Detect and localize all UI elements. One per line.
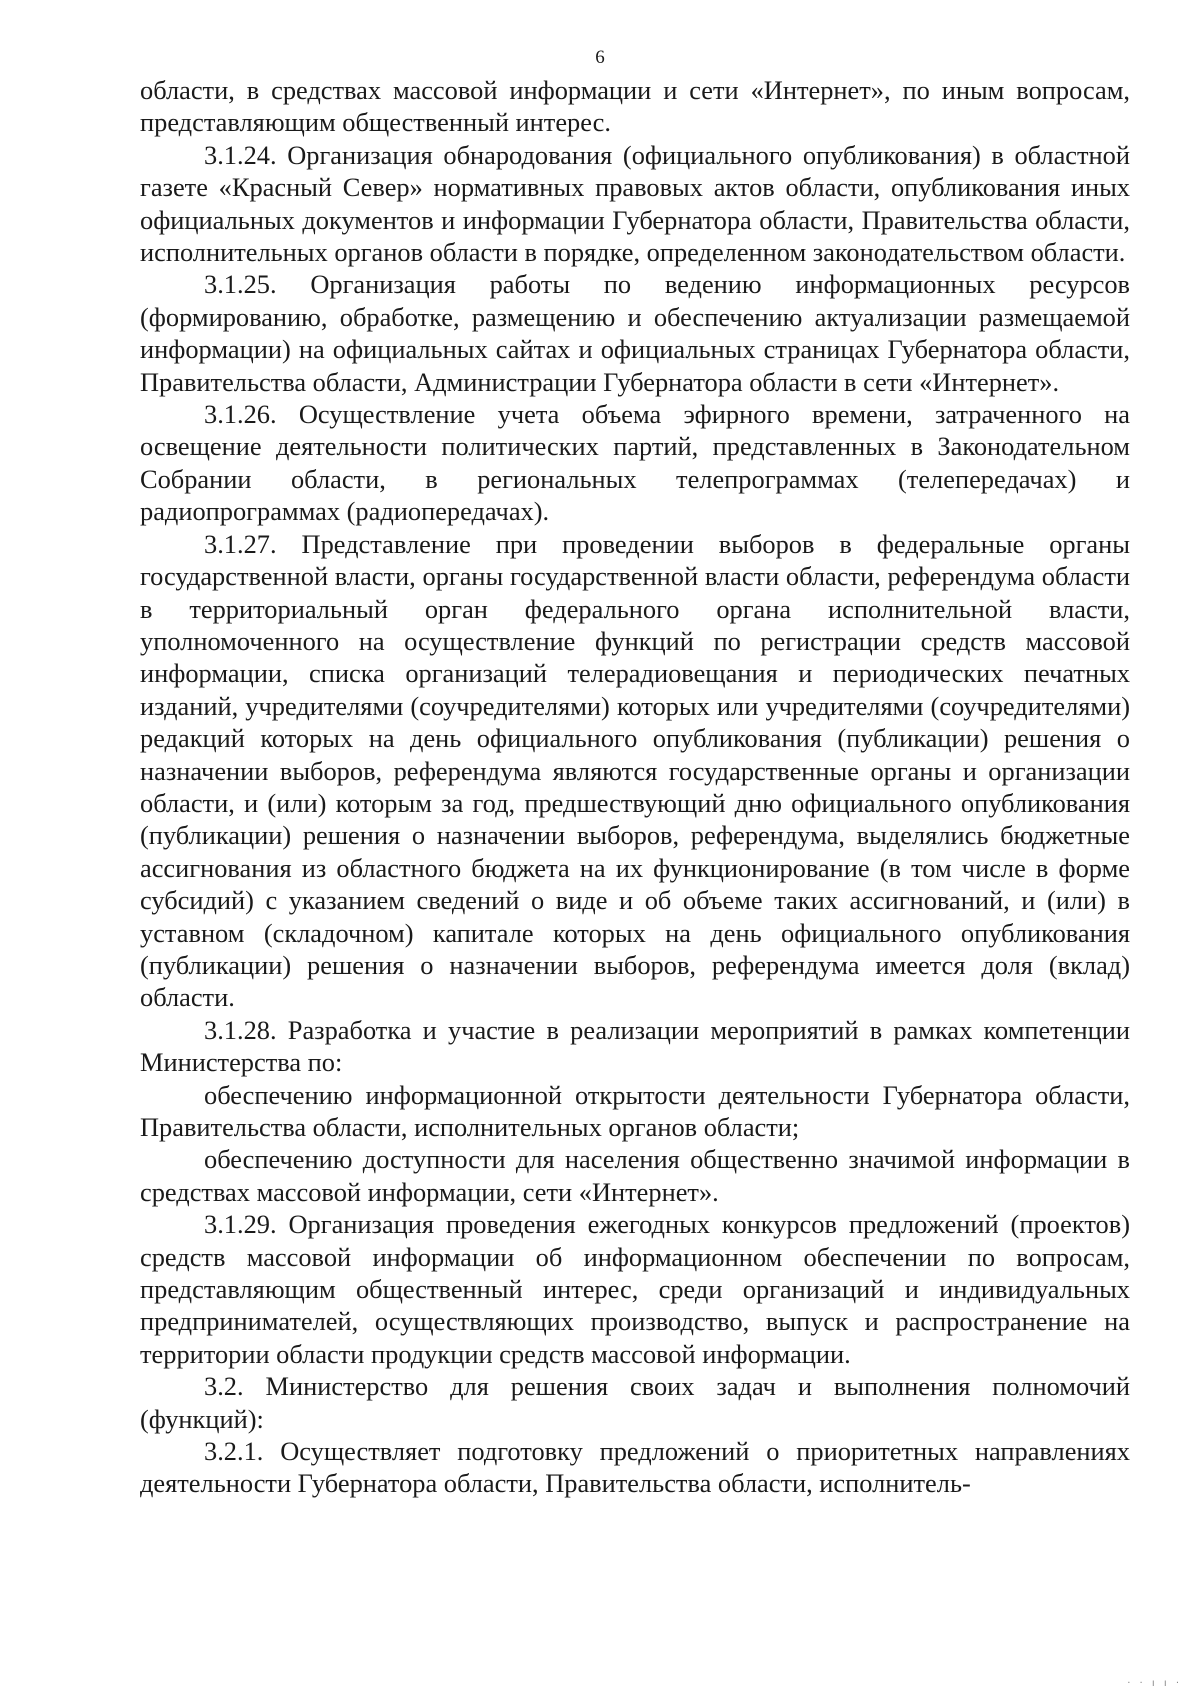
paragraph-3-1-27: 3.1.27. Представление при проведении выборов в федеральные органы государственной власти, органы государственной власти области, референдума области в территориальный орган федерального органа исполнительной власти, уполномоченного на осуществление функций по регистрации средств массовой информации, списка организаций телерадиовещания и периодических печатных изданий, учредителями (соучредителями) которых или учредителями (соучредителями) редакций которых на день официального опубликования (публикации) решения о назначении выборов, референдума являются государственные органы и организации области, и (или) которым за год, предшествующий дню официального опубликования (публикации) решения о назначении выборов, референдума, выделялись бюджетные ассигнования из областного бюджета на их функционирование (в том числе в форме субсидий) с указанием сведений о виде и об объеме таких ассигнований, и (или) в уставном (складочном) капитале которых на день официального опубликования (публикации) решения о назначении выборов, референдума имеется доля (вклад) области.: [140, 528, 1130, 1013]
paragraph-3-1-24: 3.1.24. Организация обнародования (официального опубликования) в областной газете «Красный Север» нормативных правовых актов области, опубликования иных официальных документов и информации Губернатора области, Правительства области, исполнительных органов области в порядке, определенном законодательством области.: [140, 139, 1130, 268]
paragraph-3-1-28-item-b: обеспечению доступности для населения общественно значимой информации в средствах массовой информации, сети «Интернет».: [140, 1144, 1130, 1207]
paragraph-3-1-25: 3.1.25. Организация работы по ведению информационных ресурсов (формированию, обработке, размещению и обеспечению актуализации размещаемой информации) на официальных сайтах и официальных страницах Губернатора области, Правительства области, Администрации Губернатора области в сети «Интернет».: [140, 269, 1130, 397]
document-body: [140, 74, 1130, 1500]
paragraph-3-1-28: 3.1.28. Разработка и участие в реализации мероприятий в рамках компетенции Министерства по:: [140, 1014, 1130, 1078]
paragraph-3-1-29: 3.1.29. Организация проведения ежегодных конкурсов предложений (проектов) средств массовой информации об информационном обеспечении по вопросам, представляющим общественный интерес, среди организаций и индивидуальных предпринимателей, осуществляющих производство, выпуск и распространение на территории области продукции средств массовой информации.: [140, 1209, 1130, 1369]
paragraph-3-1-26: 3.1.26. Осуществление учета объема эфирного времени, затраченного на освещение деятельности политических партий, представленных в Законодательном Собрании области, в региональных телепрограммах (телепередачах) и радиопрограммах (радиопередачах).: [140, 399, 1130, 527]
paragraph-3-2: 3.2. Министерство для решения своих задач и выполнения полномочий (функций):: [140, 1371, 1130, 1434]
scan-artifact: · · ı ı ·: [1127, 1678, 1182, 1689]
page-number: 6: [595, 47, 605, 68]
paragraph-3-1-28-item-a: обеспечению информационной открытости деятельности Губернатора области, Правительства области, исполнительных органов области;: [140, 1079, 1130, 1142]
paragraph-continuation: области, в средствах массовой информации и сети «Интернет», по иным вопросам, представляющим общественный интерес.: [140, 75, 1130, 138]
paragraph-3-2-1: 3.2.1. Осуществляет подготовку предложений о приоритетных направлениях деятельности Губернатора области, Правительства области, исполнитель-: [140, 1436, 1130, 1499]
